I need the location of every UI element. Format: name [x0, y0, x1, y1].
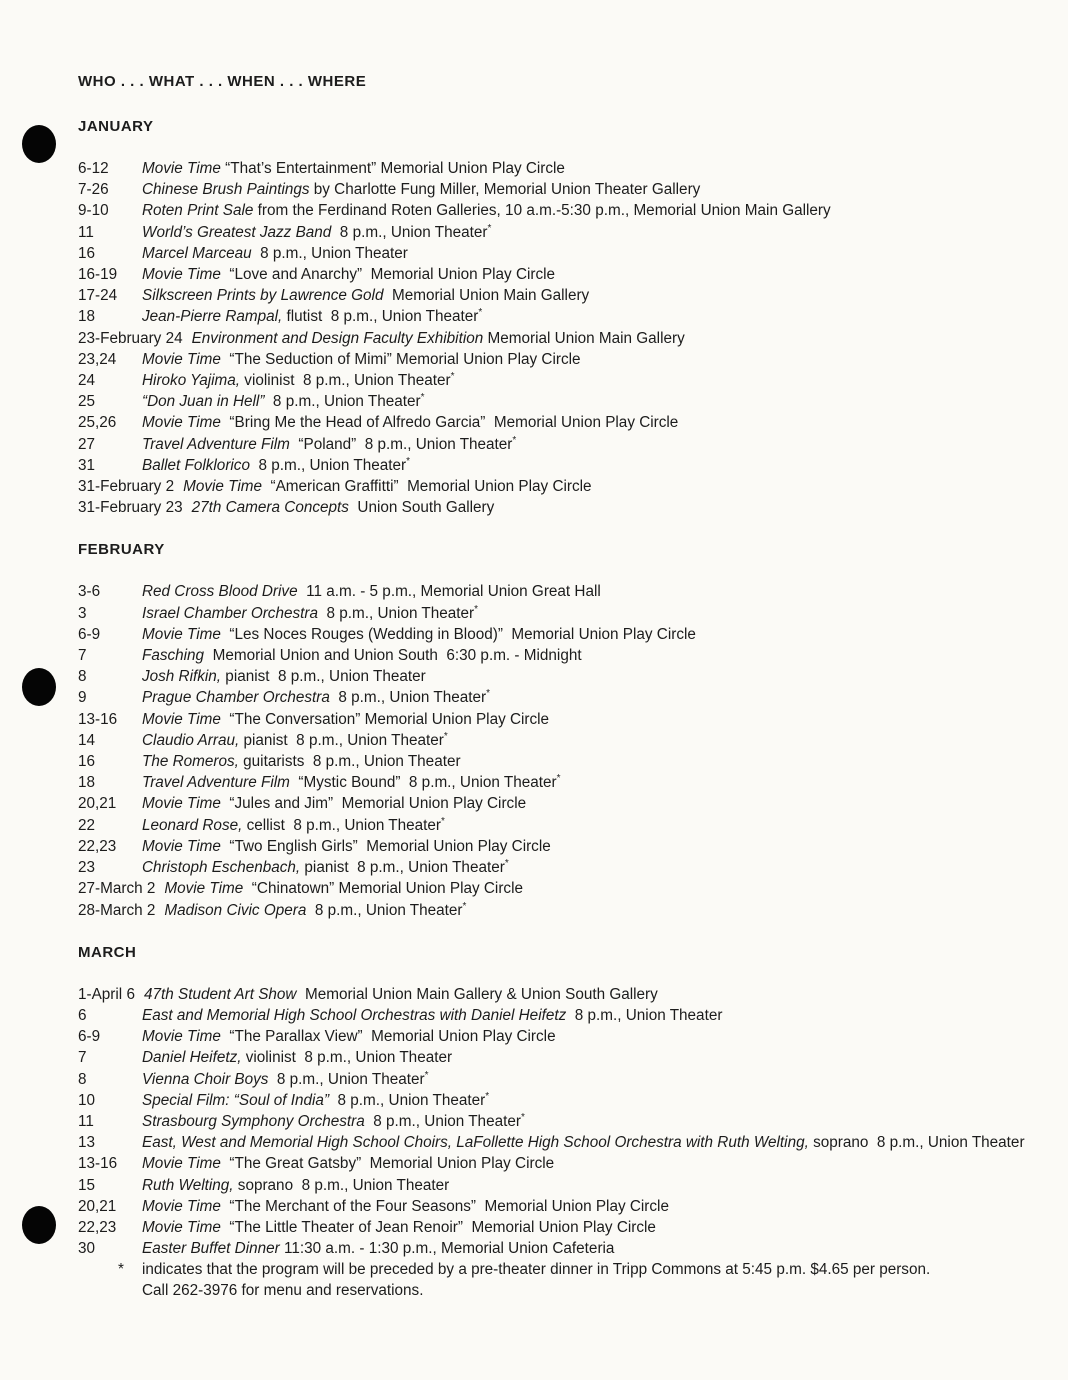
- pre-theater-dinner-asterisk: *: [486, 688, 490, 700]
- event-title: Ballet Folklorico: [142, 456, 250, 474]
- event-detail: pianist 8 p.m., Union Theater: [239, 731, 444, 749]
- event-title: 27th Camera Concepts: [191, 499, 349, 517]
- event-row: [78, 836, 1038, 857]
- event-description: [142, 1005, 1038, 1026]
- event-date: 16: [78, 753, 96, 771]
- event-row: [78, 603, 1038, 624]
- event-row: [78, 1090, 1038, 1111]
- event-row: [78, 455, 1038, 476]
- event-detail: 8 p.m., Union Theater: [331, 223, 488, 241]
- event-title: Madison Civic Opera: [164, 901, 307, 919]
- event-description: [142, 1026, 1038, 1047]
- pre-theater-dinner-asterisk: *: [485, 1090, 490, 1102]
- event-detail: Memorial Union Main Gallery: [483, 329, 685, 347]
- event-title: Movie Time: [142, 1218, 221, 1236]
- event-title: Leonard Rose,: [142, 816, 243, 834]
- event-row: [78, 306, 1038, 327]
- pre-theater-dinner-asterisk: *: [478, 307, 483, 319]
- event-title: Movie Time: [142, 1155, 221, 1173]
- event-detail: “The Great Gatsby” Memorial Union Play Circle: [220, 1155, 555, 1173]
- event-detail: “Love and Anarchy” Memorial Union Play Circle: [220, 266, 556, 284]
- event-row: [78, 624, 1038, 645]
- event-title: World’s Greatest Jazz Band: [142, 223, 332, 241]
- event-title: Ruth Welting,: [142, 1176, 234, 1194]
- event-detail: 8 p.m., Union Theater: [566, 1006, 723, 1024]
- event-description: [142, 391, 1038, 412]
- event-detail: 8 p.m., Union Theater: [249, 456, 407, 474]
- event-row: [78, 285, 1038, 306]
- event-detail: 8 p.m., Union Theater: [317, 604, 475, 622]
- event-title: Vienna Choir Boys: [142, 1070, 269, 1088]
- event-date: 11: [78, 1112, 94, 1130]
- event-description: [142, 772, 1038, 793]
- event-row: [78, 687, 1038, 708]
- event-detail: “Poland” 8 p.m., Union Theater: [289, 435, 513, 453]
- event-list: [78, 984, 1038, 1260]
- event-detail: “Chinatown” Memorial Union Play Circle: [243, 880, 523, 898]
- event-description: [142, 1090, 1038, 1111]
- pre-theater-dinner-asterisk: *: [424, 1069, 429, 1081]
- event-date: 20,21: [78, 795, 117, 813]
- event-title: Environment and Design Faculty Exhibition: [191, 329, 484, 347]
- event-description: [183, 476, 1038, 497]
- event-title: Israel Chamber Orchestra: [142, 604, 318, 622]
- event-detail: “Les Noces Rouges (Wedding in Blood)” Memorial Union Play Circle: [220, 625, 696, 643]
- event-title: Movie Time: [164, 880, 244, 898]
- event-title: Movie Time: [142, 625, 221, 643]
- event-date: 30: [78, 1240, 96, 1258]
- event-description: [142, 1111, 1038, 1132]
- event-date: 8: [78, 1070, 87, 1088]
- event-row: [78, 264, 1038, 285]
- event-title: Silkscreen Prints by Lawrence Gold: [142, 287, 384, 305]
- event-title: Movie Time: [183, 478, 262, 496]
- event-detail: pianist 8 p.m., Union Theater: [221, 668, 426, 686]
- event-detail: “The Merchant of the Four Seasons” Memorial Union Play Circle: [220, 1197, 669, 1215]
- event-date: 7-26: [78, 181, 109, 199]
- event-detail: “Two English Girls” Memorial Union Play Circle: [220, 837, 551, 855]
- event-detail: pianist 8 p.m., Union Theater: [300, 859, 505, 877]
- event-title: Movie Time: [142, 837, 221, 855]
- event-title: Strasbourg Symphony Orchestra: [142, 1112, 365, 1130]
- event-row: [78, 349, 1038, 370]
- event-description: [142, 709, 1038, 730]
- event-detail: soprano 8 p.m., Union Theater: [233, 1176, 450, 1194]
- pre-theater-dinner-asterisk: *: [443, 730, 448, 742]
- event-date: 9-10: [78, 202, 109, 220]
- pre-theater-dinner-asterisk: *: [420, 392, 425, 404]
- event-date: 17-24: [78, 287, 118, 305]
- event-date: 6-9: [78, 625, 101, 643]
- event-title: Movie Time: [142, 266, 221, 284]
- event-detail: cellist 8 p.m., Union Theater: [242, 816, 442, 834]
- event-title: The Romeros,: [142, 753, 239, 771]
- event-row: [78, 1238, 1038, 1259]
- event-title: East and Memorial High School Orchestras with Daniel Heifetz: [142, 1006, 567, 1024]
- event-date: 22,23: [78, 1218, 117, 1236]
- event-row: [78, 1005, 1038, 1026]
- event-date: 6: [78, 1006, 87, 1024]
- event-description: [142, 730, 1038, 751]
- event-description: [142, 603, 1038, 624]
- event-detail: Union South Gallery: [348, 499, 495, 517]
- event-title: Fasching: [142, 647, 205, 665]
- event-description: [192, 328, 1038, 349]
- event-list: [78, 581, 1038, 920]
- event-date: 13-16: [78, 1155, 118, 1173]
- event-description: [164, 900, 1038, 921]
- event-title: Red Cross Blood Drive: [142, 583, 298, 601]
- month-section-january: [78, 116, 1038, 518]
- event-title: Movie Time: [142, 1197, 221, 1215]
- pre-theater-dinner-asterisk: *: [487, 222, 492, 234]
- event-description: [142, 455, 1038, 476]
- event-date: 9: [78, 689, 87, 707]
- event-date: 22,23: [78, 837, 117, 855]
- event-row: [78, 815, 1038, 836]
- event-date: 16: [78, 244, 96, 262]
- footnote-text: [142, 1259, 930, 1301]
- pre-theater-dinner-asterisk: *: [450, 370, 455, 382]
- event-date: 24: [78, 372, 96, 390]
- event-description: [142, 434, 1038, 455]
- event-detail: 11:30 a.m. - 1:30 p.m., Memorial Union Cafeteria: [279, 1240, 615, 1258]
- event-description: [142, 1196, 1038, 1217]
- event-detail: flutist 8 p.m., Union Theater: [282, 308, 479, 326]
- event-date: 7: [78, 1049, 87, 1067]
- event-title: Movie Time: [142, 795, 221, 813]
- event-description: [142, 179, 1038, 200]
- event-date: 25: [78, 393, 96, 411]
- event-description: [142, 306, 1038, 327]
- event-title: Daniel Heifetz,: [142, 1049, 242, 1067]
- event-date: 13: [78, 1134, 96, 1152]
- event-description: [142, 264, 1038, 285]
- event-row: [78, 1026, 1038, 1047]
- event-detail: from the Ferdinand Roten Galleries, 10 a.m.-5:30 p.m., Memorial Union Main Gallery: [253, 202, 831, 220]
- pre-theater-dinner-asterisk: *: [556, 773, 561, 785]
- event-row: [78, 1132, 1038, 1153]
- event-row: [78, 730, 1038, 751]
- event-description: [142, 687, 1038, 708]
- event-row: [78, 391, 1038, 412]
- calendar-page: [78, 70, 1038, 1301]
- pre-theater-dinner-asterisk: *: [520, 1111, 525, 1123]
- event-row: [78, 1069, 1038, 1090]
- event-description: [142, 243, 1038, 264]
- event-row: [78, 243, 1038, 264]
- event-row: [78, 158, 1038, 179]
- event-description: [142, 1175, 1038, 1196]
- event-detail: 8 p.m., Union Theater: [329, 689, 487, 707]
- event-title: Easter Buffet Dinner: [142, 1240, 280, 1258]
- event-title: Movie Time: [142, 414, 221, 432]
- event-title: 47th Student Art Show: [143, 985, 297, 1003]
- pre-theater-dinner-asterisk: *: [474, 603, 479, 615]
- month-section-march: [78, 942, 1038, 1260]
- event-row: [78, 200, 1038, 221]
- event-date: 20,21: [78, 1197, 117, 1215]
- event-row: [78, 476, 1038, 497]
- event-detail: 8 p.m., Union Theater: [364, 1112, 521, 1130]
- event-date: 8: [78, 668, 87, 686]
- pre-theater-dinner-asterisk: *: [504, 858, 509, 869]
- event-description: [142, 1217, 1038, 1238]
- event-description: [142, 624, 1038, 645]
- event-detail: 11 a.m. - 5 p.m., Memorial Union Great Hall: [297, 583, 601, 601]
- event-date: 27: [78, 435, 96, 453]
- event-detail: “The Conversation” Memorial Union Play Circle: [220, 710, 550, 728]
- binder-hole-bottom: [22, 1206, 56, 1244]
- event-date: 23-February 24: [78, 329, 183, 347]
- event-row: [78, 1153, 1038, 1174]
- event-detail: 8 p.m., Union Theater: [264, 393, 421, 411]
- event-description: [142, 815, 1038, 836]
- event-date: 15: [78, 1176, 96, 1194]
- event-row: [78, 793, 1038, 814]
- event-list: [78, 158, 1038, 518]
- footnote-line-1: indicates that the program will be preceded by a pre-theater dinner in Tripp Commons at 5:45 p.m. $4.65 per person.: [142, 1261, 931, 1279]
- event-description: [142, 836, 1038, 857]
- event-row: [78, 878, 1038, 899]
- month-heading: MARCH: [78, 943, 137, 961]
- event-date: 31-February 23: [78, 499, 183, 517]
- event-detail: “That’s Entertainment” Memorial Union Play Circle: [220, 160, 565, 177]
- months-container: [78, 116, 1038, 1259]
- event-row: [78, 179, 1038, 200]
- footnote-line-2: Call 262-3976 for menu and reservations.: [142, 1282, 424, 1300]
- event-row: [78, 370, 1038, 391]
- event-title: Special Film: “Soul of India”: [142, 1091, 330, 1109]
- event-date: 6-9: [78, 1028, 101, 1046]
- event-row: [78, 412, 1038, 433]
- event-detail: violinist 8 p.m., Union Theater: [241, 1049, 453, 1067]
- event-date: 23,24: [78, 350, 117, 368]
- event-row: [78, 1175, 1038, 1196]
- event-row: [78, 222, 1038, 243]
- event-detail: Memorial Union Main Gallery: [383, 287, 590, 305]
- event-description: [142, 1132, 1038, 1153]
- event-detail: “Jules and Jim” Memorial Union Play Circle: [220, 795, 527, 813]
- pre-theater-dinner-asterisk: *: [406, 455, 411, 467]
- event-date: 18: [78, 774, 96, 792]
- event-title: Jean-Pierre Rampal,: [142, 308, 283, 326]
- event-row: [78, 328, 1038, 349]
- event-title: Movie Time: [142, 350, 221, 368]
- event-description: [142, 200, 1038, 221]
- event-detail: guitarists 8 p.m., Union Theater: [238, 753, 461, 771]
- event-date: 31-February 2: [78, 478, 175, 496]
- event-description: [142, 285, 1038, 306]
- event-description: [142, 645, 1038, 666]
- event-description: [142, 1047, 1038, 1068]
- event-row: [78, 857, 1038, 878]
- pre-theater-dinner-asterisk: *: [441, 815, 445, 827]
- page-title: WHO . . . WHAT . . . WHEN . . . WHERE: [78, 73, 367, 90]
- event-detail: “The Seduction of Mimi” Memorial Union Play Circle: [220, 350, 581, 368]
- event-detail: 8 p.m., Union Theater: [268, 1070, 425, 1088]
- event-title: Travel Adventure Film: [142, 435, 290, 453]
- event-date: 1-April 6: [78, 985, 135, 1003]
- event-row: [78, 434, 1038, 455]
- event-detail: Memorial Union Main Gallery & Union South Gallery: [296, 985, 658, 1003]
- event-row: [78, 709, 1038, 730]
- event-row: [78, 751, 1038, 772]
- event-description: [142, 412, 1038, 433]
- event-date: 7: [78, 647, 87, 665]
- event-row: [78, 645, 1038, 666]
- event-description: [142, 1238, 1038, 1259]
- event-date: 3-6: [78, 583, 101, 601]
- event-title: Movie Time: [142, 160, 221, 177]
- event-title: Christoph Eschenbach,: [142, 859, 301, 877]
- event-description: [192, 497, 1038, 518]
- event-title: “Don Juan in Hell”: [142, 393, 265, 411]
- pre-theater-dinner-asterisk: *: [462, 900, 467, 912]
- event-date: 23: [78, 859, 96, 877]
- event-date: 10: [78, 1091, 96, 1109]
- event-description: [142, 222, 1038, 243]
- event-title: Travel Adventure Film: [142, 774, 290, 792]
- month-heading: FEBRUARY: [78, 541, 165, 559]
- event-detail: violinist 8 p.m., Union Theater: [240, 372, 451, 390]
- event-row: [78, 1111, 1038, 1132]
- pre-theater-dinner-asterisk: *: [512, 434, 517, 446]
- event-title: Roten Print Sale: [142, 202, 254, 220]
- event-description: [142, 793, 1038, 814]
- event-description: [142, 1069, 1038, 1090]
- event-description: [142, 370, 1038, 391]
- event-row: [78, 1047, 1038, 1068]
- month-section-february: [78, 539, 1038, 920]
- event-detail: soprano 8 p.m., Union Theater: [808, 1134, 1025, 1152]
- event-date: 27-March 2: [78, 880, 156, 898]
- event-detail: “The Little Theater of Jean Renoir” Memorial Union Play Circle: [220, 1218, 656, 1236]
- event-detail: 8 p.m., Union Theater: [306, 901, 463, 919]
- event-row: [78, 497, 1038, 518]
- event-row: [78, 984, 1038, 1005]
- event-title: Josh Rifkin,: [142, 668, 222, 686]
- event-date: 11: [78, 223, 94, 241]
- event-date: 13-16: [78, 710, 118, 728]
- event-detail: Memorial Union and Union South 6:30 p.m. - Midnight: [204, 647, 582, 665]
- event-description: [164, 878, 1038, 899]
- event-row: [78, 581, 1038, 602]
- event-description: [142, 1153, 1038, 1174]
- binder-hole-top: [22, 125, 56, 163]
- event-detail: by Charlotte Fung Miller, Memorial Union Theater Gallery: [309, 181, 701, 199]
- event-detail: 8 p.m., Union Theater: [329, 1091, 486, 1109]
- event-title: Prague Chamber Orchestra: [142, 689, 330, 707]
- event-date: 18: [78, 308, 96, 326]
- event-date: 22: [78, 816, 96, 834]
- event-date: 6-12: [78, 160, 109, 177]
- event-title: East, West and Memorial High School Choirs, LaFollette High School Orchestra with Ruth Welting,: [142, 1134, 809, 1152]
- footnote: [118, 1259, 1038, 1301]
- event-date: 31: [78, 456, 96, 474]
- footnote-asterisk: *: [118, 1261, 124, 1279]
- event-date: 14: [78, 731, 96, 749]
- event-detail: “Mystic Bound” 8 p.m., Union Theater: [289, 774, 557, 792]
- event-title: Marcel Marceau: [142, 244, 252, 262]
- event-description: [142, 751, 1038, 772]
- event-description: [142, 857, 1038, 878]
- event-detail: “American Graffitti” Memorial Union Play Circle: [262, 478, 592, 496]
- event-description: [144, 984, 1038, 1005]
- event-description: [142, 666, 1038, 687]
- event-row: [78, 772, 1038, 793]
- event-date: 28-March 2: [78, 901, 156, 919]
- event-description: [142, 349, 1038, 370]
- event-row: [78, 1217, 1038, 1238]
- event-description: [142, 158, 1038, 179]
- event-title: Claudio Arrau,: [142, 731, 240, 749]
- binder-hole-middle: [22, 668, 56, 706]
- event-detail: “Bring Me the Head of Alfredo Garcia” Memorial Union Play Circle: [220, 414, 679, 432]
- event-row: [78, 666, 1038, 687]
- event-date: 3: [78, 604, 87, 622]
- event-title: Movie Time: [142, 1028, 221, 1046]
- month-heading: JANUARY: [78, 118, 154, 135]
- event-title: Movie Time: [142, 710, 221, 728]
- event-description: [142, 581, 1038, 602]
- event-title: Chinese Brush Paintings: [142, 181, 310, 199]
- event-detail: 8 p.m., Union Theater: [251, 244, 408, 262]
- event-title: Hiroko Yajima,: [142, 372, 241, 390]
- event-date: 25,26: [78, 414, 117, 432]
- event-row: [78, 900, 1038, 921]
- event-detail: “The Parallax View” Memorial Union Play Circle: [220, 1028, 556, 1046]
- event-row: [78, 1196, 1038, 1217]
- event-date: 16-19: [78, 266, 118, 284]
